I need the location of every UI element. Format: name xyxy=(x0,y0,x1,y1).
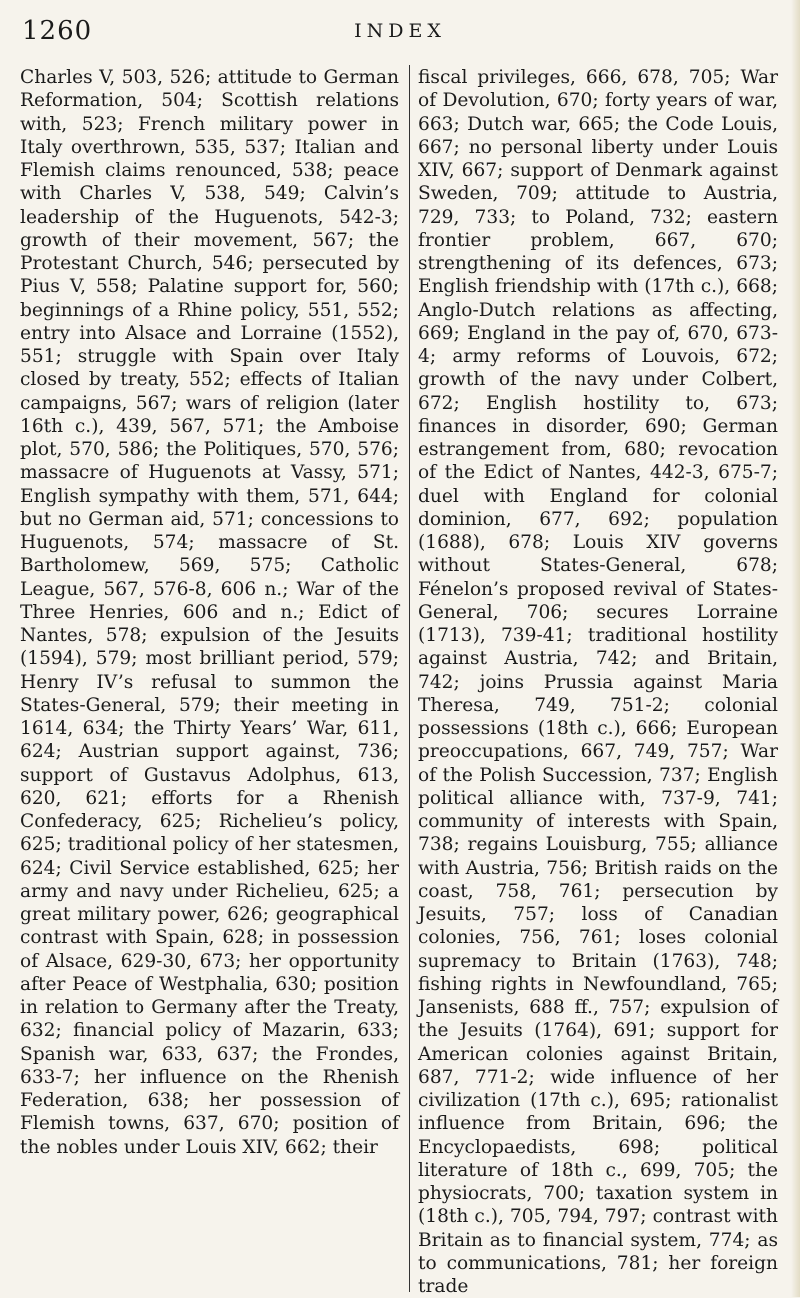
index-column-left: Charles V, 503, 526; attitude to German Reformation, 504; Scottish relations with, 523; French military power in Italy overthrown, 535, 537; Italian and Flemish claims renounced, 538; peace with Charles V, 538, 549; Calvin’s leadership of the Huguenots, 542-3; growth of their movement, 567; the Protestant Church, 546; persecuted by Pius V, 558; Palatine support for, 560; beginnings of a Rhine policy, 551, 552; entry into Alsace and Lorraine (1552), 551; struggle with Spain over Italy closed by treaty, 552; effects of Italian campaigns, 567; wars of religion (later 16th c.), 439, 567, 571; the Amboise plot, 570, 586; the Politiques, 570, 576; massacre of Huguenots at Vassy, 571; English sympathy with them, 571, 644; but no German aid, 571; concessions to Huguenots, 574; massacre of St. Bartholomew, 569, 575; Catholic League, 567, 576-8, 606 n.; War of the Three Henries, 606 and n.; Edict of Nantes, 578; expulsion of the Jesuits (1594), 579; most brilliant period, 579; Henry IV’s refusal to summon the States-General, 579; their meeting in 1614, 634; the Thirty Years’ War, 611, 624; Austrian support against, 736; support of Gustavus Adolphus, 613, 620, 621; efforts for a Rhenish Confederacy, 625; Richelieu’s policy, 625; traditional policy of her statesmen, 624; Civil Service established, 625; her army and navy under Richelieu, 625; a great military power, 626; geographical contrast with Spain, 628; in possession of Alsace, 629-30, 673; her opportunity after Peace of Westphalia, 630; position in relation to Germany after the Treaty, 632; financial policy of Mazarin, 633; Spanish war, 633, 637; the Frondes, 633-7; her influence on the Rhenish Federation, 638; her possession of Flemish towns, 637, 670; position of the nobles under Louis XIV, 662; their xyxy=(20,67,399,1158)
column-divider xyxy=(409,65,410,1292)
index-column-right: fiscal privileges, 666, 678, 705; War of Devolution, 670; forty years of war, 663; Dutch war, 665; the Code Louis, 667; no personal liberty under Louis XIV, 667; support of Denmark against Sweden, 709; attitude to Austria, 729, 733; to Poland, 732; eastern frontier problem, 667, 670; strengthening of its defences, 673; English friendship with (17th c.), 668; Anglo-Dutch relations as affecting, 669; England in the pay of, 670, 673-4; army reforms of Louvois, 672; growth of the navy under Colbert, 672; English hostility to, 673; finances in disorder, 690; German estrangement from, 680; revocation of the Edict of Nantes, 442-3, 675-7; duel with England for colonial dominion, 677, 692; population (1688), 678; Louis XIV governs without States-General, 678; Fénelon’s proposed revival of States-General, 706; secures Lorraine (1713), 739-41; traditional hostility against Austria, 742; and Britain, 742; joins Prussia against Maria Theresa, 749, 751-2; colonial possessions (18th c.), 666; European preoccupations, 667, 749, 757; War of the Polish Succession, 737; English political alliance with, 737-9, 741; community of interests with Spain, 738; regains Louisburg, 755; alliance with Austria, 756; British raids on the coast, 758, 761; persecution by Jesuits, 757; loss of Canadian colonies, 756, 761; loses colonial supremacy to Britain (1763), 748; fishing rights in Newfoundland, 765; Jansenists, 688 ff., 757; expulsion of the Jesuits (1764), 691; support for American colonies against Britain, 687, 771-2; wide influence of her civilization (17th c.), 695; rationalist influence from Britain, 696; the Encyclopaedists, 698; political literature of 18th c., 699, 705; the physiocrats, 700; taxation system in (18th c.), 705, 794, 797; contrast with Britain as to financial system, 774; as to communications, 781; her foreign trade xyxy=(418,67,778,1297)
page-header xyxy=(22,16,778,46)
page-number: 1260 xyxy=(22,16,93,46)
running-head: INDEX xyxy=(354,20,446,42)
page-edge-shadow xyxy=(791,0,800,1297)
